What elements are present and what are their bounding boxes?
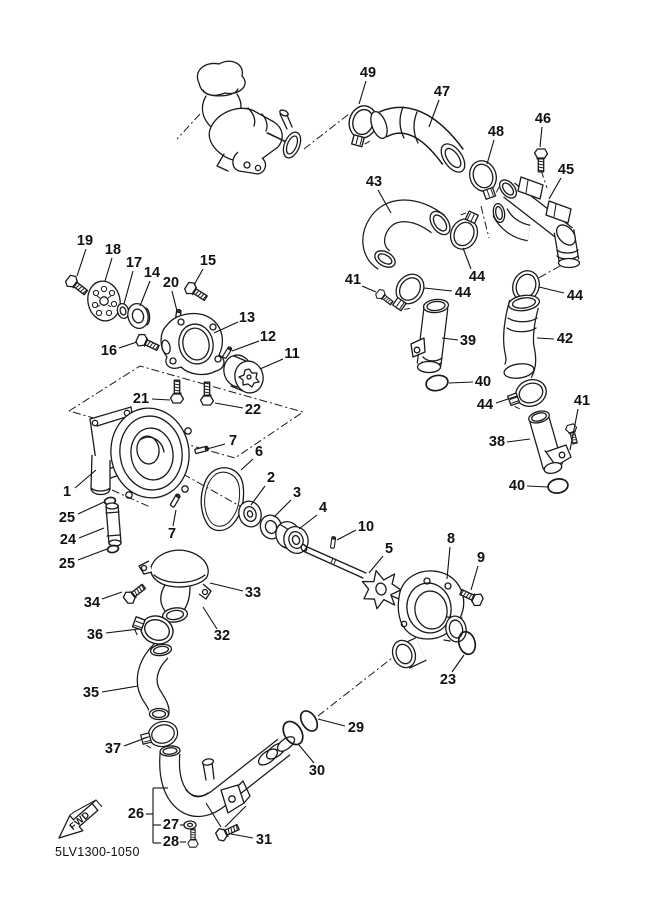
leader-line-30: [299, 745, 314, 763]
callout-23: 23: [439, 671, 457, 688]
dash-axis-7: [318, 658, 392, 716]
hose-clamp-48: [465, 157, 503, 202]
callout-20: 20: [162, 274, 180, 291]
leader-line-7: [173, 510, 176, 526]
callout-39: 39: [459, 332, 477, 349]
water-pipe-38: [527, 409, 571, 475]
callout-14: 14: [143, 264, 161, 281]
hose-clamp-44a: [446, 208, 486, 254]
callout-40: 40: [508, 477, 526, 494]
callout-27: 27: [162, 816, 180, 833]
thermostat-housing: [197, 61, 304, 174]
pump-housing-1: [90, 403, 195, 503]
callout-36: 36: [86, 626, 104, 643]
leader-line-21: [152, 399, 170, 400]
callout-49: 49: [359, 64, 377, 81]
leader-line-11: [260, 359, 283, 369]
callout-29: 29: [347, 719, 365, 736]
pump-rotor-11: [221, 352, 267, 396]
callout-19: 19: [76, 232, 94, 249]
callout-10: 10: [357, 518, 375, 535]
leader-line-25: [78, 502, 104, 514]
leader-line-2: [251, 486, 265, 505]
bolt-21: [171, 380, 184, 403]
strainer-plate-18: [84, 278, 124, 324]
callout-15: 15: [199, 252, 217, 269]
leader-line-9: [471, 566, 478, 590]
oil-pump-body-13: [161, 314, 224, 375]
callout-4: 4: [318, 499, 328, 516]
callout-44: 44: [566, 287, 584, 304]
bolt-28: [188, 829, 198, 847]
hose-clamp-44d: [505, 375, 550, 413]
callout-41: 41: [573, 392, 591, 409]
leader-line-6: [241, 459, 253, 470]
callout-47: 47: [433, 83, 451, 100]
callout-13: 13: [238, 309, 256, 326]
callout-46: 46: [534, 110, 552, 127]
callout-38: 38: [488, 433, 506, 450]
hose-42: [503, 293, 540, 380]
leader-line-40: [449, 382, 473, 383]
callout-41: 41: [344, 271, 362, 288]
leader-line-24: [79, 528, 104, 538]
callout-25: 25: [58, 555, 76, 572]
callout-25: 25: [58, 509, 76, 526]
fwd-label: FWD: [67, 809, 93, 833]
leader-line-32: [203, 607, 217, 629]
dash-axis-2: [481, 206, 489, 238]
leader-line-40: [527, 486, 548, 487]
callout-40: 40: [474, 373, 492, 390]
pump-cover-8: [389, 571, 469, 671]
gasket-6: [201, 468, 243, 531]
callout-37: 37: [104, 740, 122, 757]
outlet-pipe-26: [160, 734, 297, 813]
leader-line-38: [507, 439, 530, 442]
callout-7: 7: [228, 432, 238, 449]
dowel-pin-7b: [170, 493, 181, 507]
inlet-cover-32-33: [139, 550, 211, 623]
hose-43: [372, 208, 454, 271]
callout-6: 6: [254, 443, 264, 460]
leader-line-14: [140, 281, 150, 306]
callout-16: 16: [100, 342, 118, 359]
callout-34: 34: [83, 594, 101, 611]
bolt-15: [183, 280, 209, 303]
callout-32: 32: [213, 627, 231, 644]
leader-line-49: [359, 81, 366, 104]
dash-axis-1: [304, 114, 349, 149]
callout-31: 31: [255, 831, 273, 848]
bolt-16: [135, 332, 161, 353]
leader-line-35: [102, 686, 138, 692]
callout-30: 30: [308, 762, 326, 779]
leader-line-16: [119, 342, 137, 348]
pin-10: [330, 537, 335, 549]
leader-line-42: [537, 338, 554, 339]
bearing-14: [125, 301, 151, 330]
callout-11: 11: [284, 345, 300, 362]
leader-line-34: [102, 592, 122, 599]
leader-line-23: [452, 655, 464, 672]
leader-line-8: [447, 547, 450, 579]
leader-line-44: [424, 288, 452, 291]
leader-line-18: [105, 258, 112, 281]
leader-line-29: [318, 719, 345, 726]
callout-44: 44: [454, 284, 472, 301]
callout-44: 44: [476, 396, 494, 413]
breather-pipe-24: [104, 497, 121, 554]
callout-17: 17: [125, 254, 143, 271]
callout-9: 9: [476, 549, 486, 566]
leader-line-48: [487, 140, 494, 164]
callout-1: 1: [62, 483, 72, 500]
callout-48: 48: [487, 123, 505, 140]
callout-21: 21: [132, 390, 150, 407]
leader-line-22: [215, 403, 243, 408]
hose-35: [147, 643, 172, 719]
callout-7: 7: [167, 525, 177, 542]
leader-line-45: [549, 178, 561, 199]
callout-26: 26: [127, 805, 145, 822]
leader-line-36: [106, 629, 139, 633]
callout-18: 18: [104, 241, 122, 258]
callout-5: 5: [384, 540, 394, 557]
joint-pipe-45: [492, 177, 580, 268]
callout-2: 2: [266, 469, 276, 486]
dash-axis-0: [177, 114, 200, 139]
leader-line-44: [539, 287, 564, 293]
o-ring-25b: [107, 545, 119, 554]
fwd-arrow: [59, 800, 102, 838]
bolt-22: [201, 382, 214, 405]
callout-43: 43: [365, 173, 383, 190]
leader-line-7: [207, 444, 225, 449]
leader-line-12: [232, 341, 259, 351]
washer-27: [184, 821, 196, 829]
callout-35: 35: [82, 684, 100, 701]
callout-8: 8: [446, 530, 456, 547]
leader-line-46: [540, 127, 542, 147]
leader-line-17: [124, 271, 133, 304]
leader-line-19: [77, 249, 86, 276]
leader-line-33: [210, 583, 243, 591]
callout-28: 28: [162, 833, 180, 850]
o-ring-40a: [425, 373, 450, 392]
leader-line-4: [299, 515, 317, 529]
bolt-46: [535, 149, 548, 172]
leader-line-44: [463, 248, 471, 269]
leader-line-20: [172, 291, 177, 311]
drawing-number: 5LV1300-1050: [55, 845, 140, 859]
callout-42: 42: [556, 330, 574, 347]
leader-line-31: [231, 834, 253, 838]
callout-24: 24: [59, 531, 77, 548]
bolt-34: [122, 581, 148, 605]
callout-33: 33: [244, 584, 262, 601]
callout-22: 22: [244, 401, 262, 418]
leader-line-10: [337, 530, 356, 540]
callout-44: 44: [468, 268, 486, 285]
hose-47: [368, 107, 470, 176]
leader-line-15: [194, 269, 203, 285]
water-pipe-39: [411, 298, 449, 372]
hose-clamp-44b: [386, 269, 429, 315]
leader-line-3: [274, 500, 291, 517]
bolt-41-upper: [374, 288, 395, 307]
callout-3: 3: [292, 484, 302, 501]
callout-12: 12: [259, 328, 277, 345]
o-ring-40b: [547, 477, 569, 494]
leader-line-41: [362, 286, 376, 292]
leader-line-25: [78, 549, 107, 560]
callout-45: 45: [557, 161, 575, 178]
bolt-19: [64, 273, 90, 297]
